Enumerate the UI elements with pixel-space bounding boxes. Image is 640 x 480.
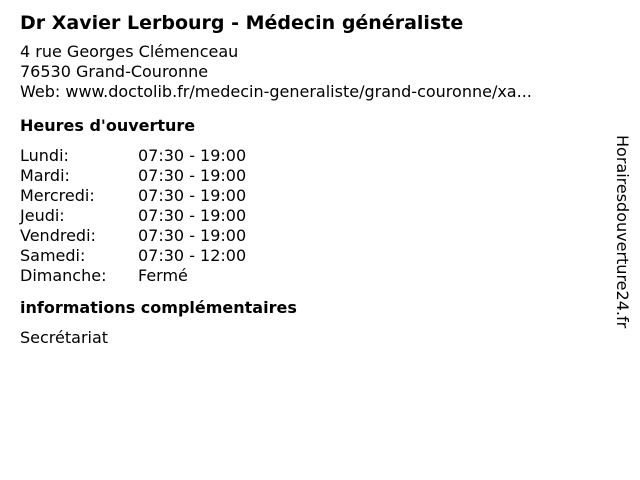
time-value: 07:30 - 19:00 (138, 166, 247, 185)
hours-row-monday (20, 146, 600, 166)
time-value: 07:30 - 19:00 (138, 206, 247, 225)
address-block (20, 42, 600, 102)
day-label: Vendredi: (20, 226, 96, 245)
day-label: Lundi: (20, 146, 69, 165)
hours-row-saturday (20, 246, 600, 266)
hours-heading: Heures d'ouverture (20, 116, 196, 135)
day-label: Jeudi: (20, 206, 65, 225)
hours-row-thursday (20, 206, 600, 226)
time-value: 07:30 - 19:00 (138, 186, 247, 205)
address-city: 76530 Grand-Couronne (20, 62, 209, 81)
day-label: Samedi: (20, 246, 86, 265)
time-value: 07:30 - 19:00 (138, 146, 247, 165)
info-heading: informations complémentaires (20, 298, 297, 317)
day-label: Dimanche: (20, 266, 107, 285)
hours-row-wednesday (20, 186, 600, 206)
time-value: 07:30 - 19:00 (138, 226, 247, 245)
day-label: Mercredi: (20, 186, 95, 205)
site-watermark: Horairesdouverture24.fr (613, 135, 632, 329)
day-label: Mardi: (20, 166, 70, 185)
hours-table (20, 146, 600, 286)
hours-row-friday (20, 226, 600, 246)
time-value: Fermé (138, 266, 188, 285)
address-web-link[interactable]: Web: www.doctolib.fr/medecin-generaliste/grand-couronne/xa... (20, 82, 532, 101)
address-street: 4 rue Georges Clémenceau (20, 42, 239, 61)
business-card (20, 10, 600, 348)
hours-row-sunday (20, 266, 600, 286)
time-value: 07:30 - 12:00 (138, 246, 247, 265)
info-text: Secrétariat (20, 328, 109, 347)
hours-row-tuesday (20, 166, 600, 186)
page-title: Dr Xavier Lerbourg - Médecin généraliste (20, 12, 464, 34)
